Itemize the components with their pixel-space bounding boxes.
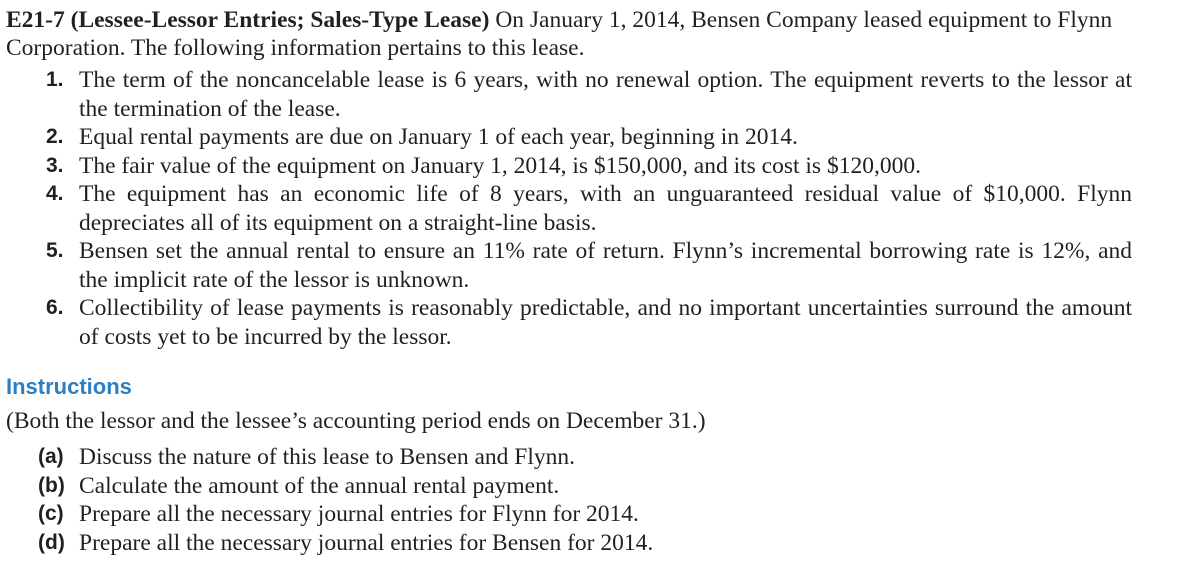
item-number: 3. <box>46 153 64 177</box>
item-text: Collectibility of lease payments is reasonably predictable, and no important uncertainties surround the amount of costs yet to be incurred by the lessor. <box>79 295 1132 350</box>
part-text: Calculate the amount of the annual rental payment. <box>79 472 560 499</box>
list-item <box>6 237 1192 294</box>
list-item <box>6 66 1192 123</box>
list-item <box>6 152 1192 181</box>
list-item <box>6 529 1192 558</box>
instructions-heading: Instructions <box>6 374 132 399</box>
exercise-title: (Lessee-Lessor Entries; Sales-Type Lease) <box>70 7 490 33</box>
instructions-parts-list <box>6 443 1192 557</box>
part-letter: (d) <box>38 530 65 554</box>
item-number: 2. <box>46 125 64 148</box>
item-number: 4. <box>46 182 64 205</box>
list-item <box>6 123 1192 152</box>
list-item <box>6 443 1192 472</box>
item-text: Equal rental payments are due on January 1 of each year, beginning in 2014. <box>79 124 798 150</box>
item-text: Bensen set the annual rental to ensure an 11% rate of return. Flynn’s incremental borrowing rate is 12%, and the implicit rate of the lessor is unknown. <box>79 238 1132 293</box>
list-item <box>6 180 1192 237</box>
item-number: 6. <box>46 296 64 319</box>
list-item <box>6 472 1192 501</box>
part-text: Prepare all the necessary journal entries for Bensen for 2014. <box>79 529 654 556</box>
part-text: Discuss the nature of this lease to Bensen and Flynn. <box>79 444 576 470</box>
item-text: The term of the noncancelable lease is 6 years, with no renewal option. The equipment reverts to the lessor at the termination of the lease. <box>79 67 1132 122</box>
lease-facts-list <box>6 66 1192 351</box>
item-number: 1. <box>46 68 64 91</box>
exercise-id: E21-7 <box>6 7 65 33</box>
part-letter: (b) <box>38 473 65 497</box>
list-item <box>6 294 1192 351</box>
part-letter: (a) <box>38 445 64 468</box>
exercise-page <box>6 6 1192 557</box>
part-text: Prepare all the necessary journal entries for Flynn for 2014. <box>79 501 639 527</box>
exercise-intro <box>6 6 1192 62</box>
item-text: The fair value of the equipment on January 1, 2014, is $150,000, and its cost is $120,000. <box>79 152 921 179</box>
item-number: 5. <box>46 239 64 262</box>
part-letter: (c) <box>38 502 64 525</box>
exercise-intro-text: On January 1, 2014, Bensen Company leased equipment to Flynn Corporation. The following information pertains to this lease. <box>6 7 1113 61</box>
item-text: The equipment has an economic life of 8 years, with an unguaranteed residual value of $10,000. Flynn depreciates all of its equipment on a straight-line basis. <box>79 181 1132 236</box>
list-item <box>6 500 1192 529</box>
instructions-note: (Both the lessor and the lessee’s accounting period ends on December 31.) <box>6 408 706 434</box>
